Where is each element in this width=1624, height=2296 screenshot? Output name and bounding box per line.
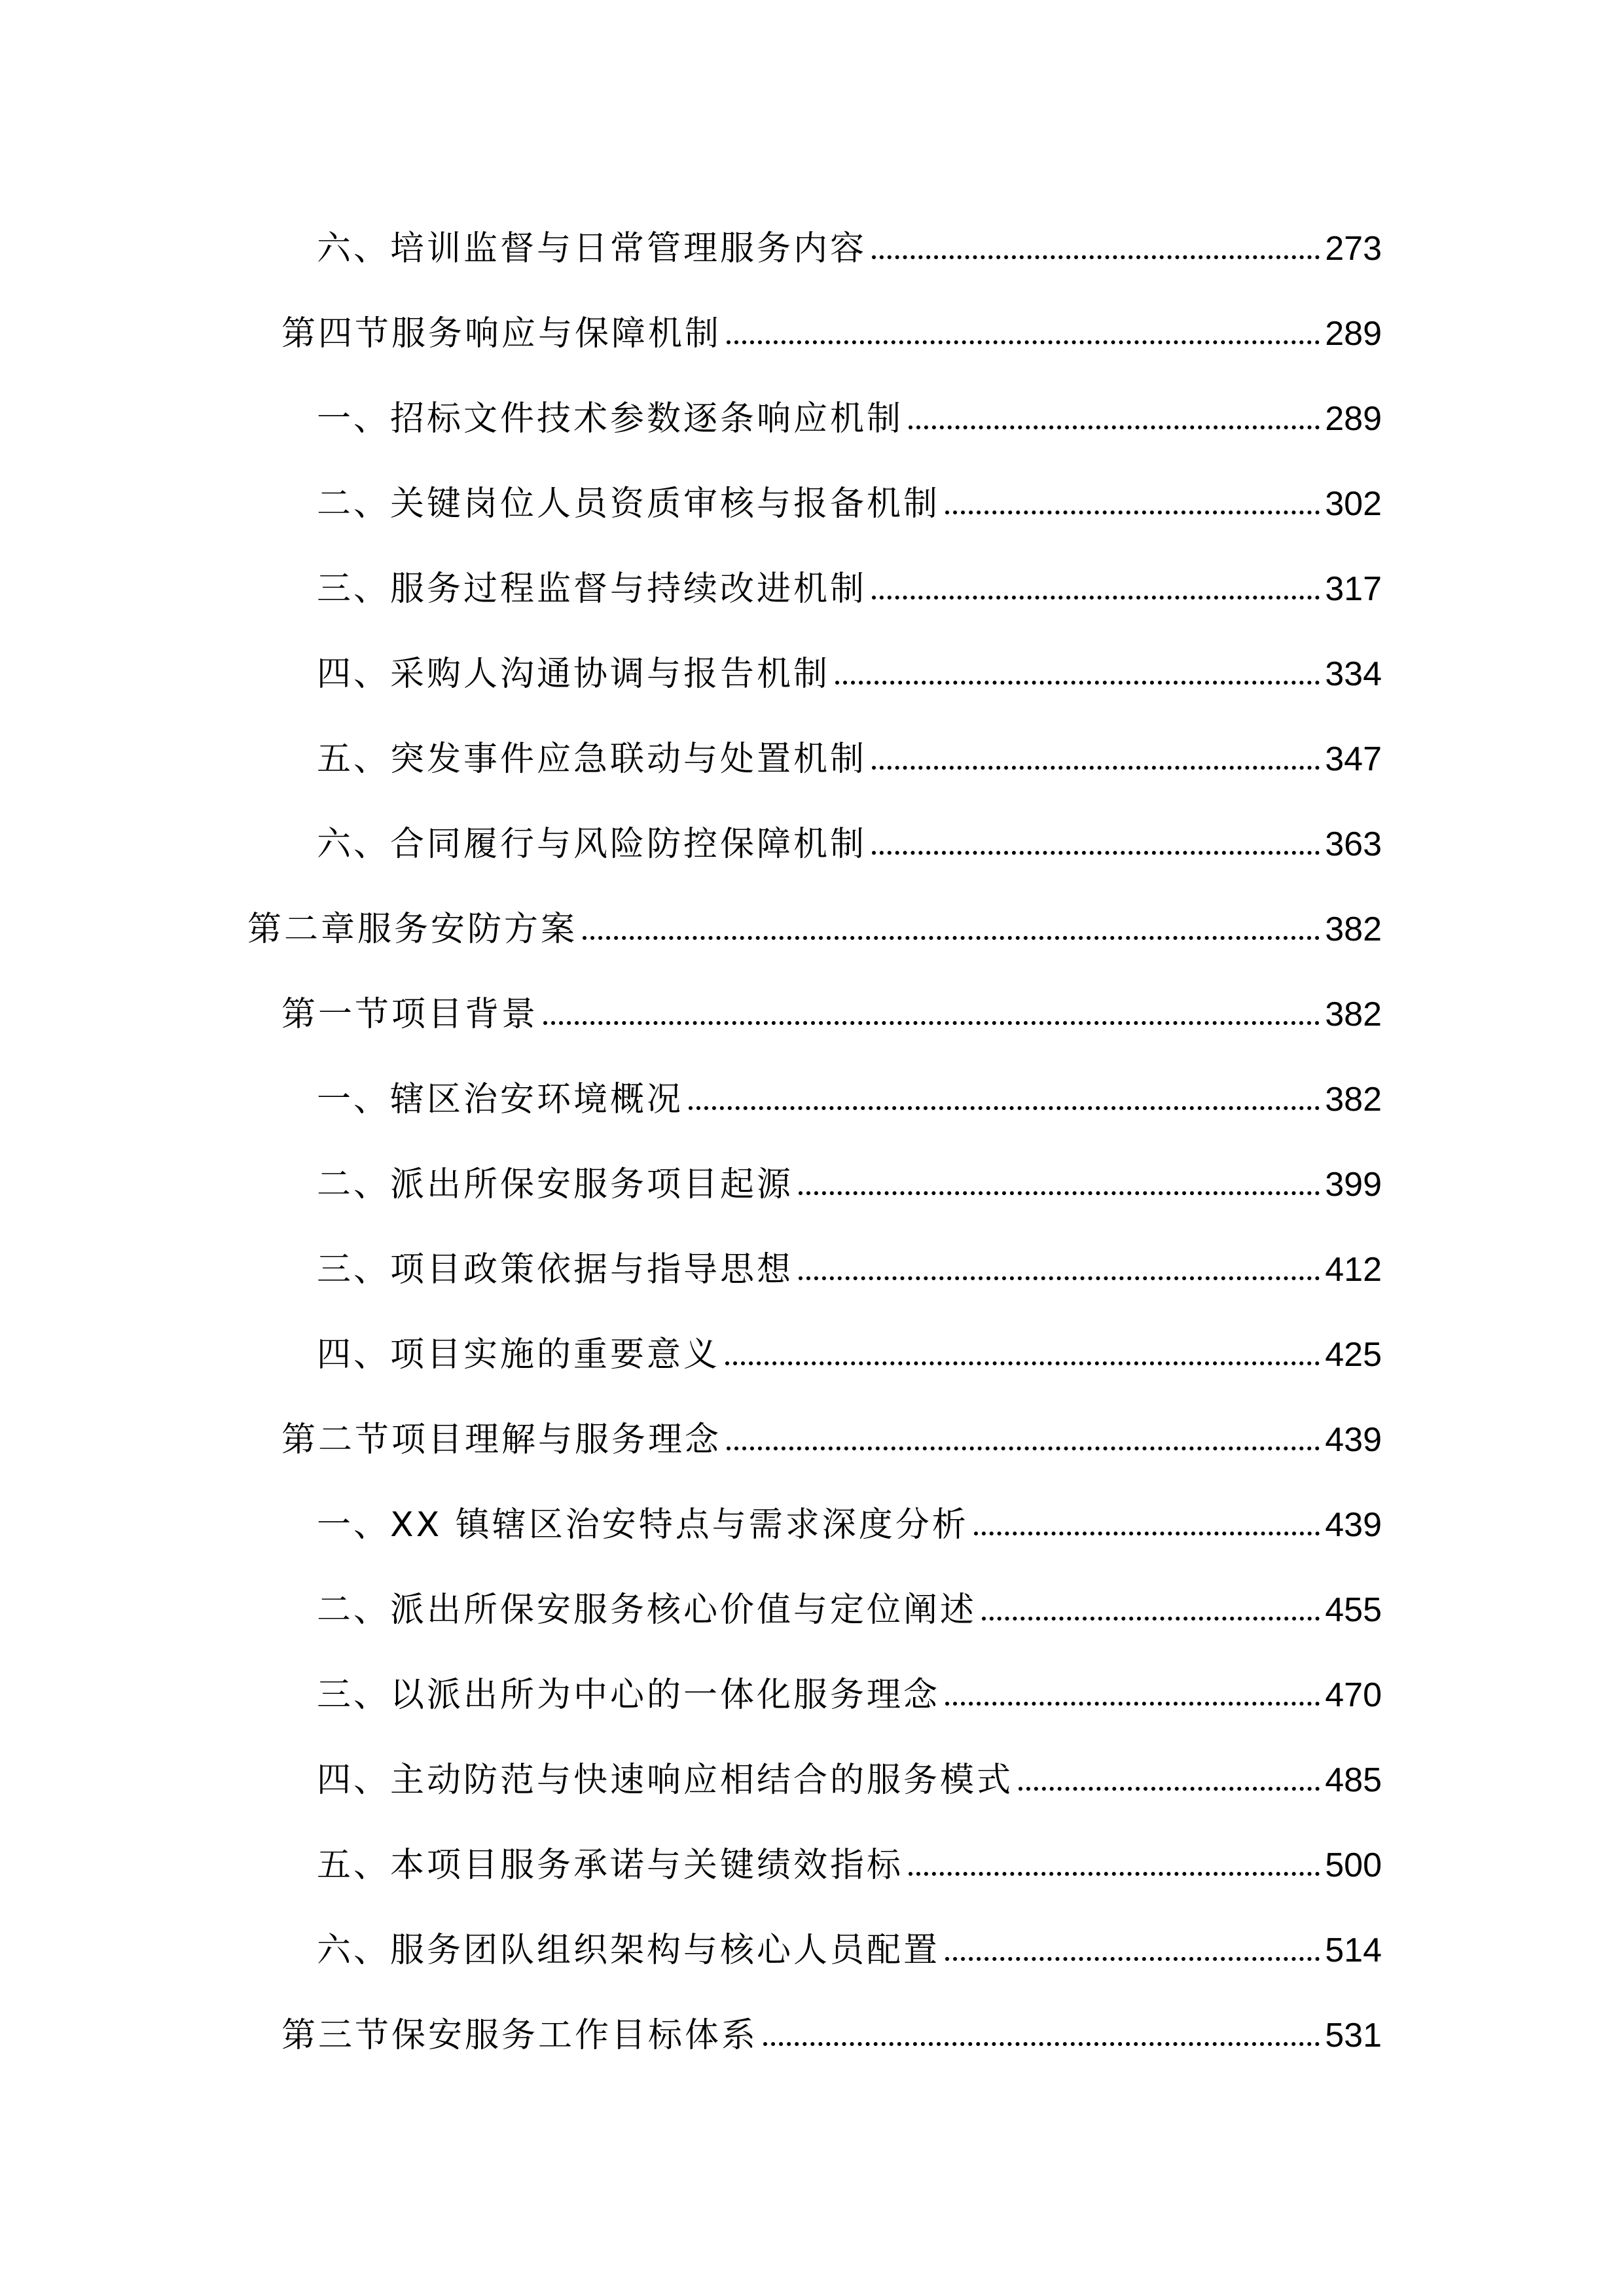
toc-dot-leader bbox=[1019, 1787, 1320, 1791]
toc-entry-page: 425 bbox=[1325, 1336, 1382, 1374]
toc-entry[interactable] bbox=[317, 471, 1382, 524]
toc-entry-page: 455 bbox=[1325, 1591, 1382, 1629]
toc-dot-leader bbox=[982, 1617, 1320, 1621]
toc-entry-title: 一、辖区治安环境概况 bbox=[317, 1080, 684, 1119]
toc-entry-page: 273 bbox=[1325, 230, 1382, 268]
toc-entry-title: 六、服务团队组织架构与核心人员配置 bbox=[317, 1931, 941, 1970]
toc-entry-title: 二、派出所保安服务项目起源 bbox=[317, 1165, 794, 1204]
toc-entry-page: 399 bbox=[1325, 1166, 1382, 1204]
toc-entry-title: 三、以派出所为中心的一体化服务理念 bbox=[317, 1676, 941, 1715]
toc-entry-title: 二、关键岗位人员资质审核与报备机制 bbox=[317, 484, 941, 524]
toc-entry-page: 500 bbox=[1325, 1846, 1382, 1884]
toc-entry-title: 六、合同履行与风险防控保障机制 bbox=[317, 825, 867, 864]
toc-dot-leader bbox=[727, 340, 1320, 344]
toc-entry-title: 第一节项目背景 bbox=[281, 995, 539, 1034]
toc-dot-leader bbox=[799, 1191, 1320, 1195]
toc-entry-title: 六、培训监督与日常管理服务内容 bbox=[317, 229, 867, 268]
toc-entry[interactable] bbox=[281, 982, 1382, 1034]
toc-entry-title: 三、项目政策依据与指导思想 bbox=[317, 1250, 794, 1289]
toc-dot-leader bbox=[872, 851, 1320, 855]
toc-dot-leader bbox=[543, 1021, 1320, 1025]
toc-dot-leader bbox=[872, 255, 1320, 259]
toc-entry-title: 二、派出所保安服务核心价值与定位阐述 bbox=[317, 1590, 977, 1630]
toc-dot-leader bbox=[763, 2042, 1320, 2046]
toc-entry-page: 334 bbox=[1325, 655, 1382, 693]
toc-entry-page: 289 bbox=[1325, 315, 1382, 353]
toc-entry-title: 四、主动防范与快速响应相结合的服务模式 bbox=[317, 1761, 1014, 1800]
toc-entry-title: 第四节服务响应与保障机制 bbox=[281, 314, 722, 353]
toc-dot-leader bbox=[909, 425, 1320, 429]
toc-entry[interactable] bbox=[281, 2003, 1382, 2055]
toc-entry-title: 一、XX 镇辖区治安特点与需求深度分析 bbox=[317, 1505, 969, 1545]
toc-entry[interactable] bbox=[317, 1237, 1382, 1289]
toc-entry[interactable] bbox=[317, 1918, 1382, 1970]
toc-dot-leader bbox=[872, 596, 1320, 600]
toc-entry-page: 412 bbox=[1325, 1251, 1382, 1289]
toc-dot-leader bbox=[727, 1446, 1320, 1450]
toc-entry-title: 第三节保安服务工作目标体系 bbox=[281, 2016, 759, 2055]
toc-dot-leader bbox=[945, 1702, 1320, 1706]
toc-entry-title: 三、服务过程监督与持续改进机制 bbox=[317, 569, 867, 609]
toc-entry-page: 439 bbox=[1325, 1506, 1382, 1544]
toc-entry-page: 302 bbox=[1325, 485, 1382, 523]
toc-dot-leader bbox=[909, 1872, 1320, 1876]
toc-entry[interactable] bbox=[317, 726, 1382, 779]
toc-dot-leader bbox=[974, 1532, 1320, 1535]
toc-entry-page: 289 bbox=[1325, 400, 1382, 438]
toc-entry[interactable] bbox=[247, 897, 1382, 949]
toc-entry[interactable] bbox=[317, 1152, 1382, 1204]
toc-entry-title: 第二节项目理解与服务理念 bbox=[281, 1420, 722, 1460]
toc-dot-leader bbox=[725, 1361, 1320, 1365]
toc-entry[interactable] bbox=[317, 1833, 1382, 1885]
toc-entry-page: 382 bbox=[1325, 996, 1382, 1033]
toc-entry[interactable] bbox=[317, 1662, 1382, 1715]
toc-entry-title: 四、采购人沟通协调与报告机制 bbox=[317, 655, 831, 694]
toc-entry[interactable] bbox=[317, 812, 1382, 864]
toc-entry-page: 382 bbox=[1325, 910, 1382, 948]
toc-dot-leader bbox=[872, 766, 1320, 770]
toc-dot-leader bbox=[835, 681, 1320, 685]
toc-entry-title: 第二章服务安防方案 bbox=[247, 910, 578, 949]
toc-entry-title: 一、招标文件技术参数逐条响应机制 bbox=[317, 399, 904, 439]
toc-entry-page: 531 bbox=[1325, 2017, 1382, 2054]
toc-dot-leader bbox=[945, 1957, 1320, 1961]
toc-entry-page: 382 bbox=[1325, 1081, 1382, 1119]
toc-dot-leader bbox=[583, 936, 1320, 940]
toc-entry[interactable] bbox=[317, 556, 1382, 609]
toc-entry[interactable] bbox=[317, 641, 1382, 694]
toc-entry[interactable] bbox=[317, 216, 1382, 268]
toc-entry-page: 317 bbox=[1325, 570, 1382, 608]
toc-entry-title: 五、突发事件应急联动与处置机制 bbox=[317, 740, 867, 779]
toc-entry[interactable] bbox=[317, 1322, 1382, 1374]
toc-entry[interactable] bbox=[281, 301, 1382, 353]
toc-entry-page: 363 bbox=[1325, 825, 1382, 863]
toc-entry-page: 439 bbox=[1325, 1421, 1382, 1459]
toc-entry[interactable] bbox=[317, 1067, 1382, 1119]
toc-entry[interactable] bbox=[317, 1577, 1382, 1630]
toc-entry-page: 485 bbox=[1325, 1761, 1382, 1799]
toc-entry-title: 五、本项目服务承诺与关键绩效指标 bbox=[317, 1846, 904, 1885]
toc-entry-title: 四、项目实施的重要意义 bbox=[317, 1335, 721, 1374]
toc-entry[interactable] bbox=[317, 1748, 1382, 1800]
toc-entry[interactable] bbox=[317, 1492, 1382, 1545]
toc-entry-page: 347 bbox=[1325, 740, 1382, 778]
toc-dot-leader bbox=[799, 1276, 1320, 1280]
toc-dot-leader bbox=[945, 511, 1320, 514]
toc-entry[interactable] bbox=[281, 1407, 1382, 1460]
toc-entry-page: 470 bbox=[1325, 1676, 1382, 1714]
toc-dot-leader bbox=[689, 1106, 1320, 1110]
toc-entry[interactable] bbox=[317, 386, 1382, 439]
toc-entry-page: 514 bbox=[1325, 1931, 1382, 1969]
